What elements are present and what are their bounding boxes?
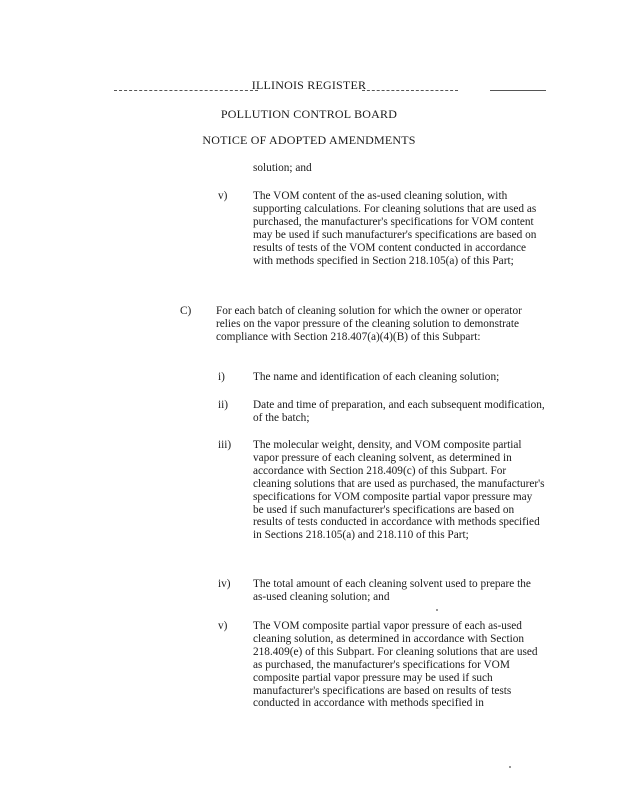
list-item-label: iv) xyxy=(218,578,231,590)
list-item-label: iii) xyxy=(218,439,232,451)
list-item-text: The total amount of each cleaning solvent used to prepare the as-used cleaning solution; and xyxy=(253,578,531,603)
register-title: ILLINOIS REGISTER xyxy=(251,78,367,92)
item-label: v) xyxy=(218,190,228,202)
notice-title: NOTICE OF ADOPTED AMENDMENTS xyxy=(202,133,416,147)
list-item-text: Date and time of preparation, and each subsequent modification, of the batch; xyxy=(253,399,545,424)
board-title: POLLUTION CONTROL BOARD xyxy=(220,107,398,121)
scan-speck xyxy=(509,766,511,768)
list-item-text: The VOM composite partial vapor pressure of each as-used cleaning solution, as determined in accordance with Section 218.409(e) of this Subpart. For cleaning solutions that are used as purchased, the manufacturer's specifications for VOM composite partial vapor pressure may be used if such manufacturer's specifications are based on results of tests conducted in accordance with methods specified in xyxy=(253,620,538,710)
list-item-text: The name and identification of each cleaning solution; xyxy=(253,371,500,383)
scan-speck xyxy=(436,609,438,611)
item-text: The VOM content of the as-used cleaning solution, with supporting calculations. For cleaning solutions that are used as purchased, the manufacturer's specifications for VOM content may be used if such manufacturer's specifications are based on results of tests of the VOM content conducted in accordance with methods specified in Section 218.105(a) of this Part; xyxy=(253,190,537,267)
item-label: C) xyxy=(180,305,192,317)
continuation-text: solution; and xyxy=(253,162,312,174)
list-item-text: The molecular weight, density, and VOM composite partial vapor pressure of each cleaning solvent, as determined in accordance with Section 218.409(c) of this Subpart. For cleaning solutions that are used as purchased, the manufacturer's specifications for VOM composite partial vapor pressure may be used if such manufacturer's specifications are based on results of tests conducted in accordance with methods specified in Sections 218.105(a) and 218.110 of this Part; xyxy=(253,439,545,542)
list-item-label: v) xyxy=(218,620,228,632)
list-item-label: ii) xyxy=(218,399,229,411)
list-item-label: i) xyxy=(218,371,225,383)
item-text: For each batch of cleaning solution for which the owner or operator relies on the vapor pressure of the cleaning solution to demonstrate compliance with Section 218.407(a)(4)(B) of this Subpart: xyxy=(216,305,522,343)
